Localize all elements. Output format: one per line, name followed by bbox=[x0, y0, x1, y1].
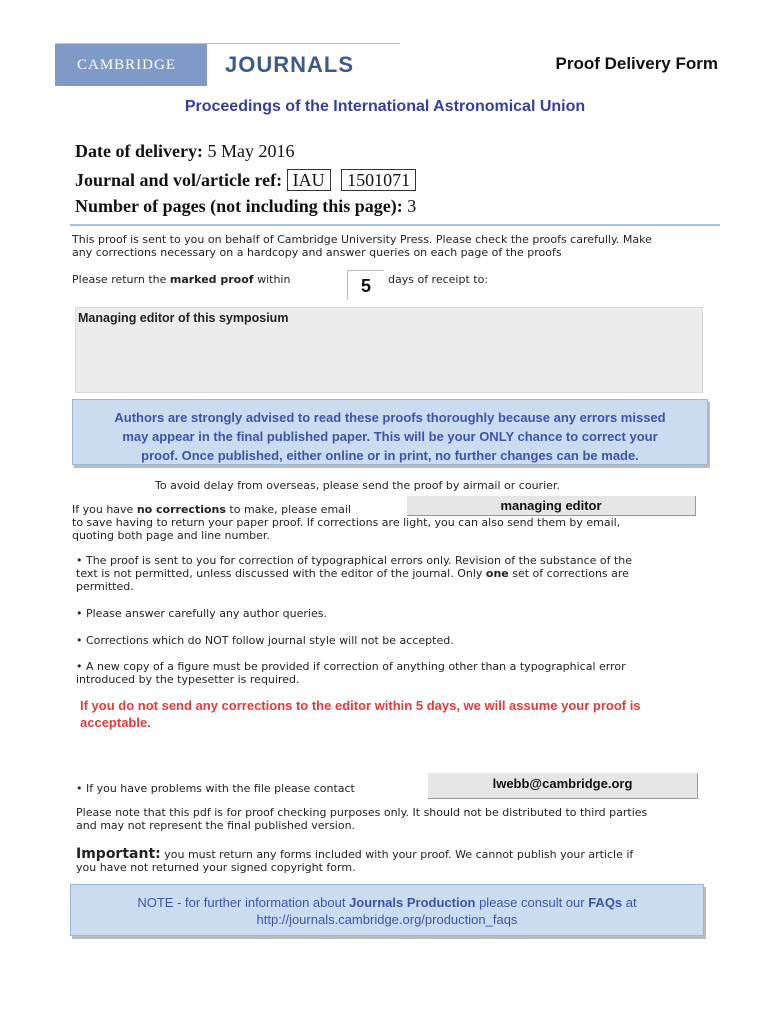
nocorr-post: to make, please email bbox=[225, 503, 352, 516]
return-bold: marked proof bbox=[169, 273, 254, 286]
important-line-2: you have not returned your signed copyright form. bbox=[76, 861, 356, 874]
page-count-label: Number of pages (not including this page): bbox=[75, 196, 403, 216]
page-count-value: 3 bbox=[407, 196, 417, 216]
return-post: within bbox=[253, 273, 291, 286]
article-ref-line bbox=[75, 169, 416, 191]
file-problems-text: • If you have problems with the file please contact bbox=[76, 782, 355, 795]
bullet-journal-style: • Corrections which do NOT follow journal style will not be accepted. bbox=[76, 634, 454, 647]
no-corrections-text bbox=[72, 503, 351, 517]
return-pre: Please return the bbox=[72, 273, 170, 286]
journal-title: Proceedings of the International Astronomical Union bbox=[184, 98, 586, 115]
faq-url-link[interactable]: http://journals.cambridge.org/production_faqs bbox=[256, 912, 518, 927]
editor-address-box bbox=[75, 307, 703, 393]
faq-note-box bbox=[70, 884, 704, 936]
return-instruction bbox=[72, 273, 290, 287]
note-mid: please consult our bbox=[475, 895, 589, 910]
logo-journals-text: JOURNALS bbox=[207, 44, 400, 86]
deadline-warning-line-2: acceptable. bbox=[80, 715, 151, 730]
intro-line-2: any corrections necessary on a hardcopy and answer queries on each page of the proofs bbox=[72, 246, 562, 259]
pdf-notice-line-1: Please note that this pdf is for proof checking purposes only. It should not be distributed to third parties bbox=[76, 806, 648, 819]
managing-editor-email-field[interactable]: managing editor bbox=[407, 496, 696, 516]
note-journals-production: Journals Production bbox=[349, 895, 476, 910]
cambridge-journals-logo bbox=[55, 43, 400, 85]
warning-line-2: may appear in the final published paper. This will be your ONLY chance to correct your bbox=[122, 429, 658, 444]
intro-line-1: This proof is sent to you on behalf of Cambridge University Press. Please check the proofs carefully. Make bbox=[72, 233, 652, 246]
bullet-author-queries: • Please answer carefully any author queries. bbox=[76, 607, 327, 620]
delivery-date-line bbox=[75, 141, 294, 162]
important-label: Important: bbox=[76, 846, 161, 862]
return-days-box: 5 bbox=[347, 270, 384, 300]
bullet1-bold: one bbox=[485, 567, 509, 580]
logo-cambridge-text: CAMBRIDGE bbox=[55, 44, 207, 86]
article-number-box: 1501071 bbox=[341, 169, 416, 191]
pdf-notice-line-2: and may not represent the final published version. bbox=[76, 819, 356, 832]
warning-box bbox=[72, 399, 708, 465]
airmail-text: To avoid delay from overseas, please send the proof by airmail or courier. bbox=[155, 479, 560, 492]
bullet-typographical-line-3: permitted. bbox=[76, 580, 134, 593]
bullet1-pre: text is not permitted, unless discussed with the editor of the journal. Only bbox=[76, 567, 486, 580]
journal-code-box: IAU bbox=[287, 169, 331, 191]
note-post: at bbox=[622, 895, 637, 910]
bullet1-post: set of corrections are bbox=[508, 567, 629, 580]
faq-note-line-1 bbox=[71, 894, 703, 911]
deadline-warning-line-1: If you do not send any corrections to the editor within 5 days, we will assume your proof is bbox=[80, 698, 641, 713]
note-faqs: FAQs bbox=[588, 895, 623, 910]
nocorr-bold: no corrections bbox=[136, 503, 226, 516]
article-ref-label: Journal and vol/article ref: bbox=[75, 170, 283, 190]
delivery-date-label: Date of delivery: bbox=[75, 141, 203, 161]
no-corrections-line-2: to save having to return your paper proof. If corrections are light, you can also send them by email, bbox=[72, 516, 621, 529]
page-count-line bbox=[75, 196, 416, 217]
editor-address-label: Managing editor of this symposium bbox=[78, 311, 289, 325]
bullet-typographical-line-2 bbox=[76, 567, 629, 581]
no-corrections-line-3: quoting both page and line number. bbox=[72, 529, 270, 542]
important-text: you must return any forms included with your proof. We cannot publish your article if bbox=[160, 848, 634, 861]
bullet-figure-line-2: introduced by the typesetter is required. bbox=[76, 673, 300, 686]
delivery-date-value: 5 May 2016 bbox=[207, 141, 295, 161]
warning-line-1: Authors are strongly advised to read these proofs thoroughly because any errors missed bbox=[114, 410, 666, 425]
nocorr-pre: If you have bbox=[72, 503, 137, 516]
deadline-warning bbox=[80, 697, 720, 731]
warning-line-3: proof. Once published, either online or in print, no further changes can be made. bbox=[141, 448, 639, 463]
section-divider bbox=[70, 224, 720, 226]
form-title: Proof Delivery Form bbox=[555, 54, 718, 73]
contact-email-field[interactable]: lwebb@cambridge.org bbox=[428, 773, 698, 799]
important-line-1 bbox=[76, 847, 633, 862]
bullet-typographical-line-1: • The proof is sent to you for correction of typographical errors only. Revision of the substance of the bbox=[76, 554, 633, 567]
bullet-figure-line-1: • A new copy of a figure must be provided if correction of anything other than a typographical error bbox=[76, 660, 626, 673]
note-pre: NOTE - for further information about bbox=[137, 895, 350, 910]
return-days-text: days of receipt to: bbox=[388, 273, 489, 286]
